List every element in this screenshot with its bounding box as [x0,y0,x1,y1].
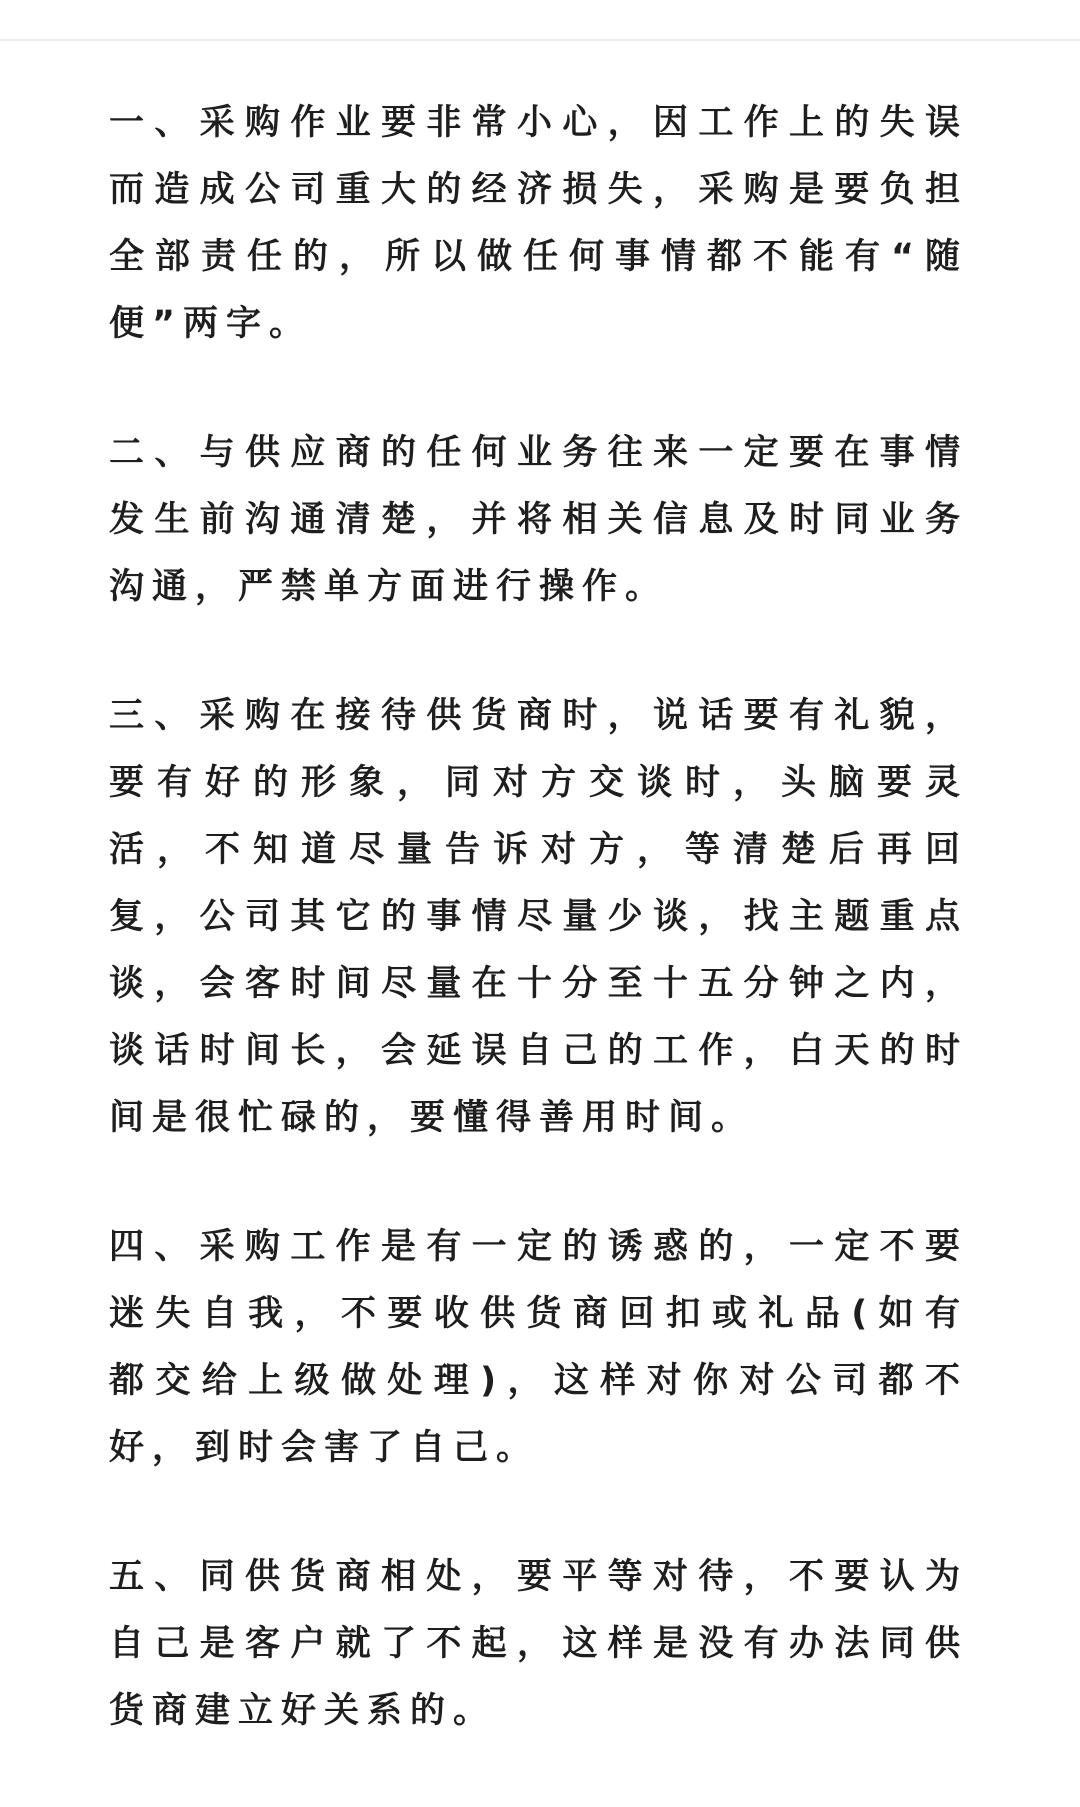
paragraph-line: 一、采购作业要非常小心，因工作上的失误 [109,103,964,143]
paragraph-2 [109,420,964,621]
paragraph-1 [109,90,964,358]
paragraph-line: 谈话时间长，会延误自己的工作，白天的时 [109,1031,964,1071]
paragraph-line: 活，不知道尽量告诉对方，等清楚后再回 [109,830,964,870]
paragraph-line: 要有好的形象，同对方交谈时，头脑要灵 [109,763,964,803]
header-divider [0,39,1080,41]
paragraph-line: 便”两字。 [109,304,313,344]
paragraph-line: 四、采购工作是有一定的诱惑的，一定不要 [109,1227,964,1267]
paragraph-line: 间是很忙碌的，要懂得善用时间。 [109,1098,755,1138]
article-body [109,90,964,1807]
paragraph-line: 五、同供货商相处，要平等对待，不要认为 [109,1557,964,1597]
paragraph-line: 沟通，严禁单方面进行操作。 [109,567,669,607]
paragraph-line: 都交给上级做处理)，这样对你对公司都不 [109,1361,964,1401]
paragraph-line: 自己是客户就了不起，这样是没有办法同供 [109,1624,964,1664]
paragraph-line: 谈，会客时间尽量在十分至十五分钟之内， [109,964,964,1004]
paragraph-line: 货商建立好关系的。 [109,1691,497,1731]
paragraph-line: 三、采购在接待供货商时，说话要有礼貌， [109,696,964,736]
paragraph-line: 发生前沟通清楚，并将相关信息及时同业务 [109,500,964,540]
paragraph-line: 迷失自我，不要收供货商回扣或礼品(如有 [109,1294,964,1334]
paragraph-3 [109,683,964,1152]
paragraph-4 [109,1214,964,1482]
paragraph-line: 全部责任的，所以做任何事情都不能有“随 [109,237,964,277]
paragraph-5 [109,1544,964,1745]
paragraph-line: 而造成公司重大的经济损失，采购是要负担 [109,170,964,210]
paragraph-line: 二、与供应商的任何业务往来一定要在事情 [109,433,964,473]
paragraph-line: 复，公司其它的事情尽量少谈，找主题重点 [109,897,964,937]
paragraph-line: 好，到时会害了自己。 [109,1428,540,1468]
